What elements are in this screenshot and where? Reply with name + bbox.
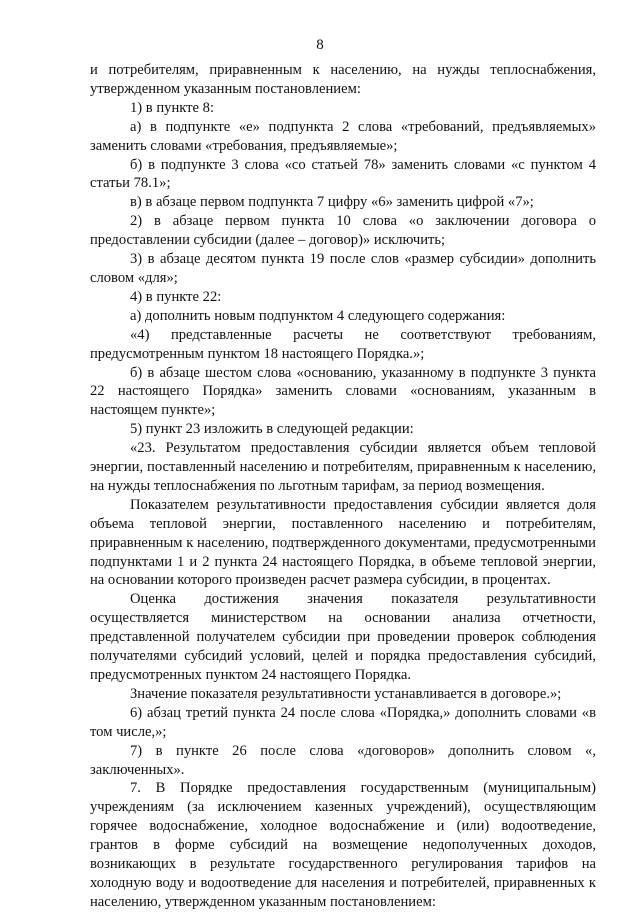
paragraph: Показателем результативности предоставления субсидии является доля объема тепловой энергии, поставленного населению и потребителям, приравненным к населению, подтвержденного документами, предусмотренными подпунктами 1 и 2 пункта 24 настоящего Порядка, в объеме тепловой энергии, на основании которого произведен расчет размера субсидии, в процентах. (90, 496, 596, 589)
paragraph: а) дополнить новым подпунктом 4 следующего содержания: (130, 307, 506, 324)
paragraph: «4) представленные расчеты не соответствуют требованиям, предусмотренным пунктом 18 настоящего Порядка.»; (90, 326, 596, 362)
paragraph: б) в подпункте 3 слова «со статьей 78» заменить словами «с пунктом 4 статьи 78.1»; (90, 156, 596, 192)
paragraph: 2) в абзаце первом пункта 10 слова «о заключении договора о предоставлении субсидии (далее – договор)» исключить; (90, 213, 596, 249)
page-number: 8 (316, 37, 324, 53)
paragraph: 7. В Порядке предоставления государственным (муниципальным) учреждениям (за исключением казенных учреждений), осуществляющим горячее водоснабжение, холодное водоснабжение и (или) водоотведение, грантов в форме субсидий на возмещение недополученных доходов, возникающих в результате государственного регулирования тарифов на холодную воду и водоотведение для населения и потребителей, приравненных к населению, утвержденном указанным постановлением: (90, 780, 596, 910)
paragraph: «23. Результатом предоставления субсидии является объем тепловой энергии, поставленный населению и потребителям, приравненным к населению, на нужды теплоснабжения по льготным тарифам, за период возмещения. (90, 440, 596, 494)
paragraph: 7) в пункте 26 после слова «договоров» дополнить словом «, заключенных». (90, 742, 596, 778)
paragraph: а) в подпункте «е» подпункта 2 слова «требований, предъявляемых» заменить словами «требования, предъявляемые»; (90, 118, 596, 154)
paragraph: 1) в пункте 8: (130, 99, 215, 116)
paragraph: и потребителям, приравненным к населению, на нужды теплоснабжения, утвержденном указанным постановлением: (90, 62, 596, 97)
paragraph: б) в абзаце шестом слова «основанию, указанному в подпункте 3 пункта 22 настоящего Порядка» заменить словами «основаниям, указанным в настоящем пункте»; (90, 364, 596, 419)
paragraph: 4) в пункте 22: (130, 288, 222, 305)
paragraph: 3) в абзаце десятом пункта 19 после слов «размер субсидии» дополнить словом «для»; (90, 251, 596, 286)
paragraph: 6) абзац третий пункта 24 после слова «Порядка,» дополнить словами «в том числе,»; (90, 704, 596, 740)
document-body (90, 61, 596, 912)
paragraph: в) в абзаце первом подпункта 7 цифру «6» заменить цифрой «7»; (130, 194, 534, 211)
paragraph: Оценка достижения значения показателя результативности осуществляется министерством на основании анализа отчетности, представленной получателем субсидии при проведении проверок соблюдения получателями субсидий условий, целей и порядка предоставления субсидий, предусмотренных пунктом 24 настоящего Порядка. (90, 591, 596, 683)
paragraph: Значение показателя результативности устанавливается в договоре.»; (130, 685, 562, 702)
paragraph: 5) пункт 23 изложить в следующей редакции: (130, 421, 414, 438)
